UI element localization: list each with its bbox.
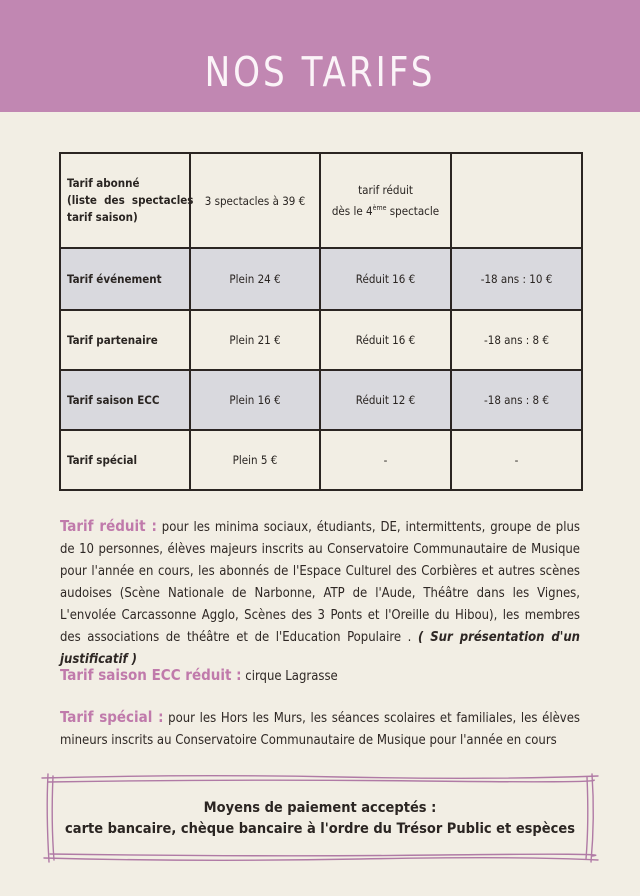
table-cell: Réduit 16 €	[320, 248, 451, 310]
payment-box	[40, 772, 600, 864]
note-tarif-special	[60, 706, 580, 752]
note-tarif-reduit	[60, 515, 580, 671]
table-cell: Plein 16 €	[190, 370, 320, 430]
table-row	[60, 370, 582, 430]
payment-text	[40, 798, 600, 840]
table-row	[60, 430, 582, 490]
table-cell	[320, 153, 451, 248]
table-cell: -18 ans : 8 €	[451, 310, 582, 370]
table-cell	[451, 153, 582, 248]
table-cell: Réduit 16 €	[320, 310, 451, 370]
table-cell: Plein 24 €	[190, 248, 320, 310]
note-text: cirque Lagrasse	[241, 669, 338, 684]
cell-line: tarif réduit	[358, 183, 413, 198]
payment-title: Moyens de paiement acceptés :	[203, 800, 437, 816]
note-text: pour les Hors les Murs, les séances scolaires et familiales, les élèves mineurs inscrits au Conservatoire Communautaire de Musique pour l'année en cours	[60, 711, 581, 748]
row-label-line: tarif saison)	[67, 210, 138, 224]
table-cell: Plein 5 €	[190, 430, 320, 490]
row-label: Tarif saison ECC	[60, 370, 190, 430]
row-label-line: (liste des spectacles	[67, 193, 194, 207]
note-tarif-saison-ecc	[60, 664, 580, 688]
table-row	[60, 153, 582, 248]
table-cell: -	[451, 430, 582, 490]
table-cell: -18 ans : 10 €	[451, 248, 582, 310]
note-key: Tarif spécial :	[60, 708, 164, 726]
note-key: Tarif saison ECC réduit :	[60, 666, 242, 684]
row-label: Tarif événement	[60, 248, 190, 310]
row-label	[60, 153, 194, 248]
cell-line: dès le 4ème spectacle	[331, 203, 440, 218]
row-label: Tarif spécial	[60, 430, 190, 490]
table-row	[60, 248, 582, 310]
header-banner	[0, 0, 640, 112]
row-label-line: Tarif abonné	[67, 176, 140, 190]
table-cell: 3 spectacles à 39 €	[190, 153, 320, 248]
table-cell: -18 ans : 8 €	[451, 370, 582, 430]
table-row	[60, 310, 582, 370]
pricing-table	[59, 152, 583, 491]
note-key: Tarif réduit :	[60, 517, 157, 535]
table-cell: Réduit 12 €	[320, 370, 451, 430]
table-cell: Plein 21 €	[190, 310, 320, 370]
row-label: Tarif partenaire	[60, 310, 190, 370]
payment-methods: carte bancaire, chèque bancaire à l'ordre du Trésor Public et espèces	[65, 821, 575, 837]
justificatif-note: ( Sur présentation d'un justificatif )	[60, 630, 580, 667]
note-text: pour les minima sociaux, étudiants, DE, intermittents, groupe de plus de 10 personnes, élèves majeurs inscrits au Conservatoire Communautaire de Musique pour l'année en cours, les abonnés de l'Espace Culturel des Corbières et autres scènes audoises (Scène Nationale de Narbonne, ATP de l'Aude, Théâtre dans les Vignes, L'envolée Carcassonne Agglo, Scènes des 3 Ponts et l'Oreille du Hibou), les membres des associations de théâtre et de l'Education Populaire .	[60, 520, 580, 645]
table-cell: -	[320, 430, 451, 490]
page-title: NOS TARIFS	[204, 48, 436, 96]
